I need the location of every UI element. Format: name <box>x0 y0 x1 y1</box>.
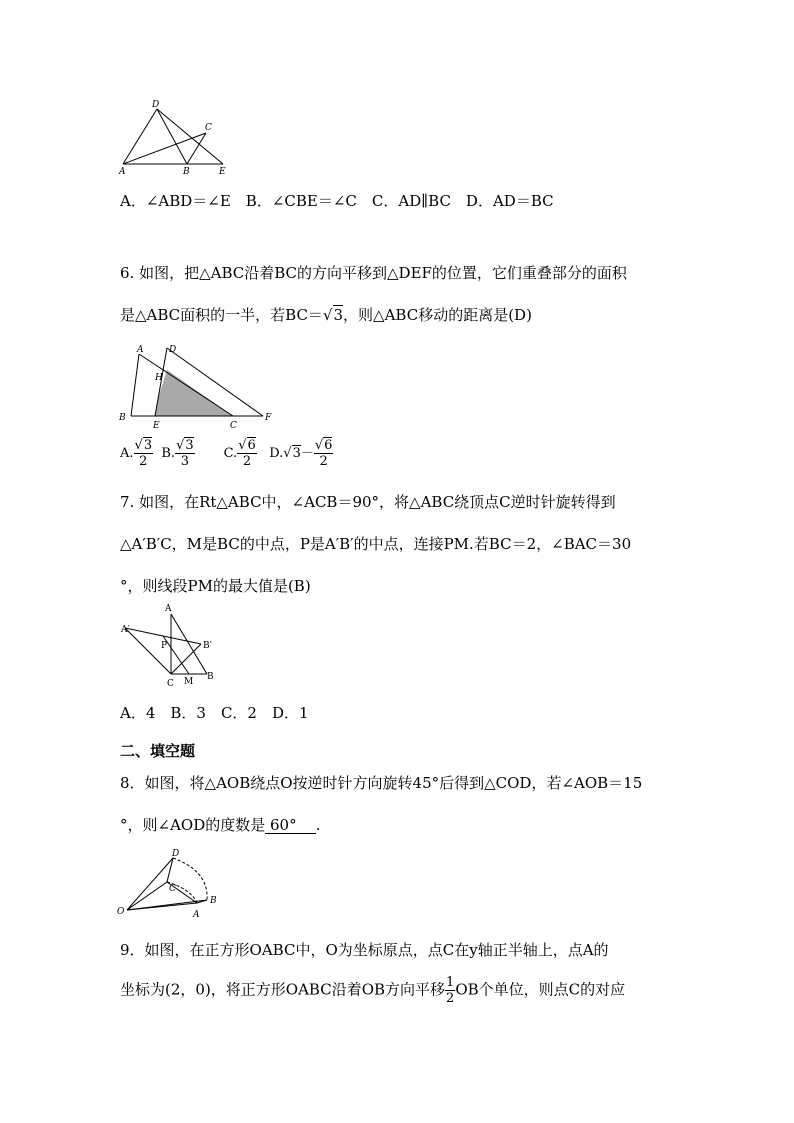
label-a: A <box>119 167 126 177</box>
label-a: A <box>137 345 144 355</box>
q8-answer: 60° <box>270 816 297 834</box>
q6-opt-d-minus: － <box>300 446 314 461</box>
q8-line2 <box>120 814 320 835</box>
label-c: C <box>169 884 176 894</box>
q9-line1: 9．如图，在正方形OABC中，O为坐标原点，点C在y轴正半轴上，点A的 <box>120 941 609 959</box>
q5-figure <box>115 96 245 178</box>
q9-fraction <box>445 975 455 1006</box>
label-d: D <box>152 100 160 110</box>
q7-line2: △A′B′C，M是BC的中点，P是A′B′的中点，连接PM.若BC＝2，∠BAC＝30 <box>120 535 632 553</box>
q6-opt-d-num: 6 <box>324 438 333 453</box>
q6-opt-c-num: 6 <box>247 438 256 453</box>
q9-frac-num: 1 <box>446 975 455 990</box>
q6-opt-b-label: B. <box>161 446 176 461</box>
label-b: B <box>119 413 126 423</box>
q6-line2: 是△ABC面积的一半，若BC＝√3，则△ABC移动的距离是(D) <box>120 306 532 324</box>
label-b: B <box>210 896 217 906</box>
q7-options: A．4 B．3 C．2 D．1 <box>120 704 309 722</box>
label-d: D <box>169 345 177 355</box>
q6-figure <box>115 340 275 435</box>
q6-opt-b-frac: $\frac{√3}{3}$ <box>176 438 194 469</box>
q6-opt-c-frac: $\frac{√6}{2}$ <box>238 438 256 469</box>
q6-sqrt-value: 3 <box>333 306 344 324</box>
label-a-prime: A′ <box>121 625 130 635</box>
q6-opt-d-den: 2 <box>319 454 328 469</box>
label-m: M <box>184 677 194 687</box>
q6-opt-a-den: 2 <box>139 454 148 469</box>
q7-line3: °，则线段PM的最大值是(B) <box>120 577 311 595</box>
label-b: B <box>183 167 190 177</box>
label-c: C <box>205 123 212 133</box>
q5-options: A．∠ABD＝∠E B．∠CBE＝∠C C．AD∥BC D．AD＝BC <box>120 192 554 210</box>
q6-line2-pre: 是△ABC面积的一半，若BC＝ <box>120 306 323 324</box>
q9-line2 <box>120 975 625 1006</box>
q6-opt-c-den: 2 <box>242 454 252 469</box>
label-a: A <box>193 910 200 920</box>
q6-line1: 6. 如图，把△ABC沿着BC的方向平移到△DEF的位置，它们重叠部分的面积 <box>120 264 627 282</box>
label-b-prime: B′ <box>203 641 212 651</box>
label-p: P <box>161 641 168 651</box>
section-heading: 二、填空题 <box>120 742 196 760</box>
q9-line2-post: OB个单位，则点C的对应 <box>455 980 626 999</box>
q6-opt-d-frac: $\frac{√6}{2}$ <box>314 438 333 469</box>
label-h: H <box>155 373 163 383</box>
label-a: A <box>165 604 172 614</box>
q9-frac-den: 2 <box>446 991 455 1006</box>
label-o: O <box>117 907 125 917</box>
q6-opt-a-label: A. <box>120 446 134 461</box>
q7-figure <box>115 600 225 692</box>
label-e: E <box>219 167 226 177</box>
q8-answer-blank <box>265 817 315 834</box>
q6-options: A. $\frac{√3}{2}$ B. $\frac{√3}{3}$ C. $\frac{√6}{2}$ D.√3－ $\frac{√6}{2}$ <box>120 438 333 469</box>
label-e: E <box>153 421 160 431</box>
q6-line2-post: ，则△ABC移动的距离是(D) <box>343 306 532 324</box>
q6-opt-c-label: C. <box>223 446 238 461</box>
q6-opt-a-num: 3 <box>143 438 153 453</box>
label-c: C <box>167 679 174 689</box>
q6-opt-a-frac: $\frac{√3}{2}$ <box>134 438 153 469</box>
label-d: D <box>172 849 180 859</box>
q6-opt-d-sqrt: 3 <box>292 446 301 461</box>
q8-line2-pre: °，则∠AOD的度数是 <box>120 816 266 834</box>
q8-line1: 8．如图，将△AOB绕点O按逆时针方向旋转45°后得到△COD，若∠AOB＝15 <box>120 774 643 792</box>
q6-opt-b-num: 3 <box>185 438 194 453</box>
q7-line1: 7. 如图，在Rt△ABC中，∠ACB＝90°，将△ABC绕顶点C逆时针旋转得到 <box>120 493 616 511</box>
q8-line2-post: . <box>315 816 321 834</box>
q8-figure <box>115 845 225 925</box>
label-b: B <box>207 672 214 682</box>
label-c: C <box>230 421 237 431</box>
label-f: F <box>265 413 272 423</box>
q9-line2-pre: 坐标为(2，0)，将正方形OABC沿着OB方向平移 <box>120 980 446 999</box>
q6-opt-b-den: 3 <box>180 454 189 469</box>
q6-opt-d-label: D. <box>269 446 284 461</box>
